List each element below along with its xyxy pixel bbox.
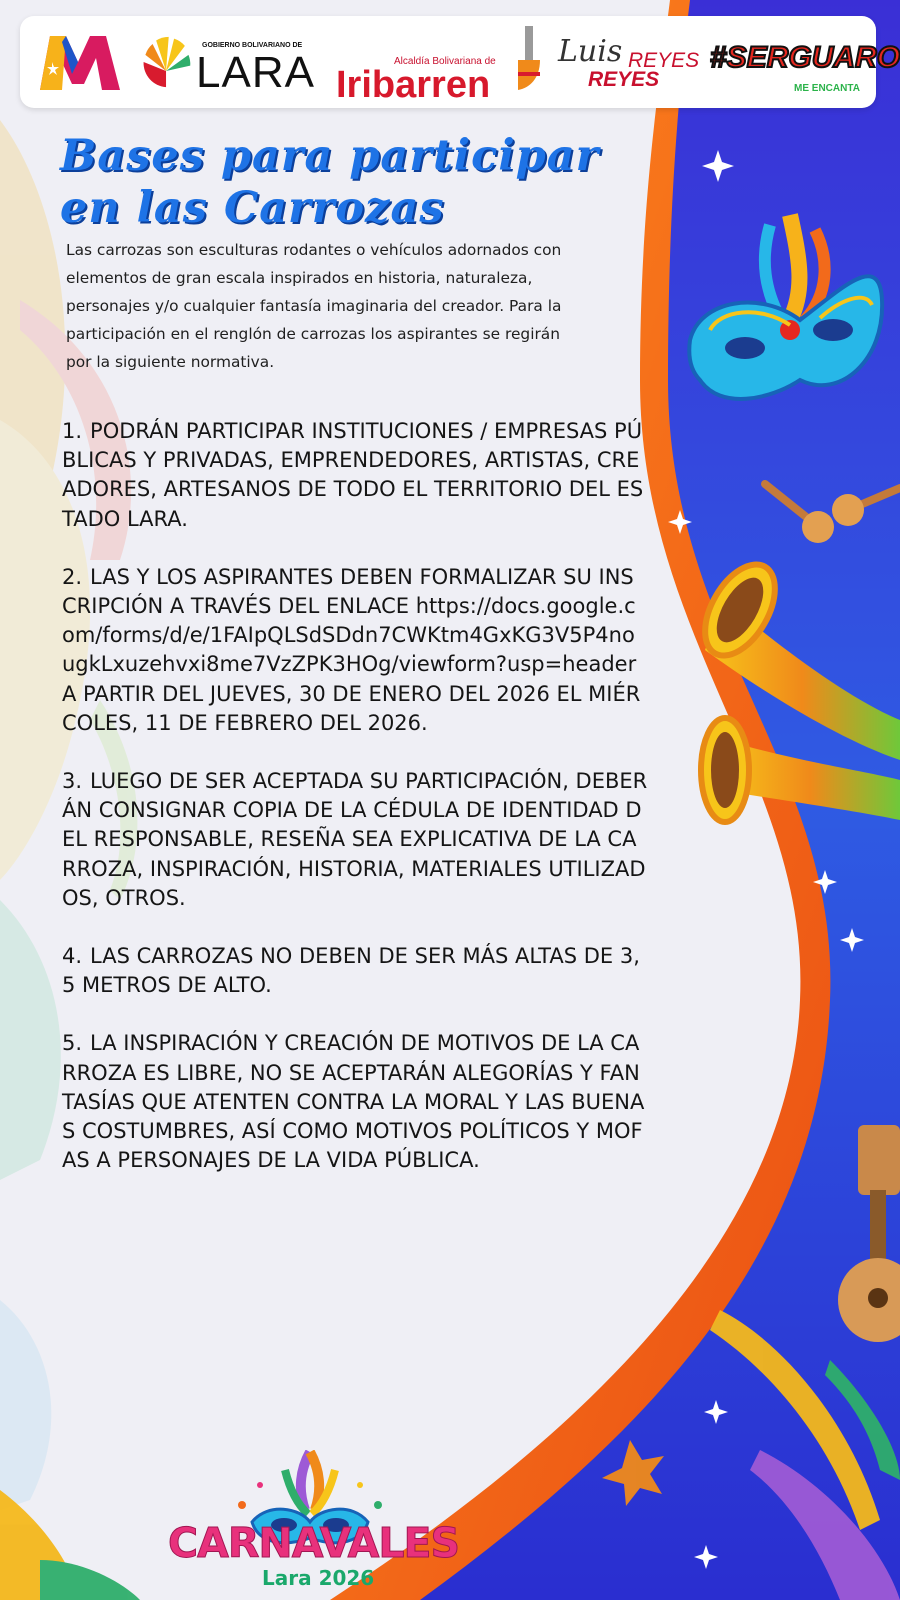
carnavales-logo-subtitle: Lara 2026 (262, 1566, 375, 1590)
page-title (60, 130, 599, 234)
intro-paragraph: Las carrozas son esculturas rodantes o vehículos adornados con elementos de gran escala inspirados en historia, naturaleza, personajes y/o cualquier fantasía imaginaria del creador. Para la participación en el renglón de carrozas los aspirantes se regirán por la siguiente normativa. (66, 241, 562, 371)
m-logo-icon (38, 32, 122, 92)
lara-logo (140, 16, 315, 108)
rule-item (62, 563, 648, 738)
page-title-line2: en las Carrozas (60, 183, 445, 233)
serguaro-logo-text: #SERGUARO (710, 41, 900, 74)
luis-reyes-line2: REYES (588, 68, 660, 91)
rule-number: 3. (62, 769, 83, 794)
lara-sun-icon (140, 32, 192, 92)
iribarren-logo-text: Iribarren (336, 64, 491, 106)
logo-bar (20, 16, 900, 108)
rule-text: LAS Y LOS ASPIRANTES DEBEN FORMALIZAR SU INSCRIPCIÓN A TRAVÉS DEL ENLACE https://docs.google.com/forms/d/e/1FAIpQLSdSDdn7CWKtm4GxKG3V5P4nougkLxuzehvxi8me7VzZPK3HOg/viewform?usp=header A PARTIR DEL JUEVES, 30 DE ENERO DEL 2026 EL MIÉRCOLES, 11 DE FEBRERO DEL 2026. (62, 564, 641, 735)
iribarren-logo-subtitle: Alcaldía Bolivariana de (394, 56, 496, 67)
lara-logo-text: LARA (196, 48, 315, 97)
rule-text: LUEGO DE SER ACEPTADA SU PARTICIPACIÓN, DEBERÁN CONSIGNAR COPIA DE LA CÉDULA DE IDENTIDAD DEL RESPONSABLE, RESEÑA SEA EXPLICATIVA DE LA CARROZA, INSPIRACIÓN, HISTORIA, MATERIALES UTILIZADOS, OTROS. (62, 769, 648, 910)
rule-number: 4. (62, 944, 83, 969)
iribarren-emblem-icon (516, 26, 542, 92)
rule-text: LAS CARROZAS NO DEBEN DE SER MÁS ALTAS DE 3,5 METROS DE ALTO. (62, 944, 640, 998)
rule-item (62, 417, 648, 534)
rule-item (62, 1029, 648, 1175)
rules-list (62, 417, 648, 1204)
serguaro-logo-tagline: ME ENCANTA (794, 83, 860, 94)
rule-number: 1. (62, 419, 83, 443)
lara-logo-subtitle: GOBIERNO BOLIVARIANO DE (202, 42, 303, 49)
rule-text: LA INSPIRACIÓN Y CREACIÓN DE MOTIVOS DE LA CARROZA ES LIBRE, NO SE ACEPTARÁN ALEGORÍAS Y FANTASÍAS QUE ATENTEN CONTRA LA MORAL Y LAS BUENAS COSTUMBRES, ASÍ COMO MOTIVOS POLÍTICOS Y MOFAS A PERSONAJES DE LA VIDA PÚBLICA. (62, 1031, 645, 1173)
rule-item (62, 942, 648, 1000)
page-title-line1: Bases para participar (60, 131, 600, 181)
luis-reyes-script: Luis (558, 34, 623, 69)
rule-number: 2. (62, 564, 83, 589)
m-logo (38, 16, 122, 108)
rule-item (62, 767, 648, 913)
luis-reyes-logo (558, 16, 708, 108)
carnavales-logo-text: CARNAVALES (168, 1519, 459, 1567)
iribarren-logo (336, 16, 536, 108)
luis-reyes-line1: REYES (628, 49, 700, 72)
serguaro-logo (710, 16, 900, 108)
rule-number: 5. (62, 1031, 83, 1056)
rule-text: PODRÁN PARTICIPAR INSTITUCIONES / EMPRESAS PÚBLICAS Y PRIVADAS, EMPRENDEDORES, ARTISTAS, CREADORES, ARTESANOS DE TODO EL TERRITORIO DEL ESTADO LARA. (62, 419, 644, 531)
